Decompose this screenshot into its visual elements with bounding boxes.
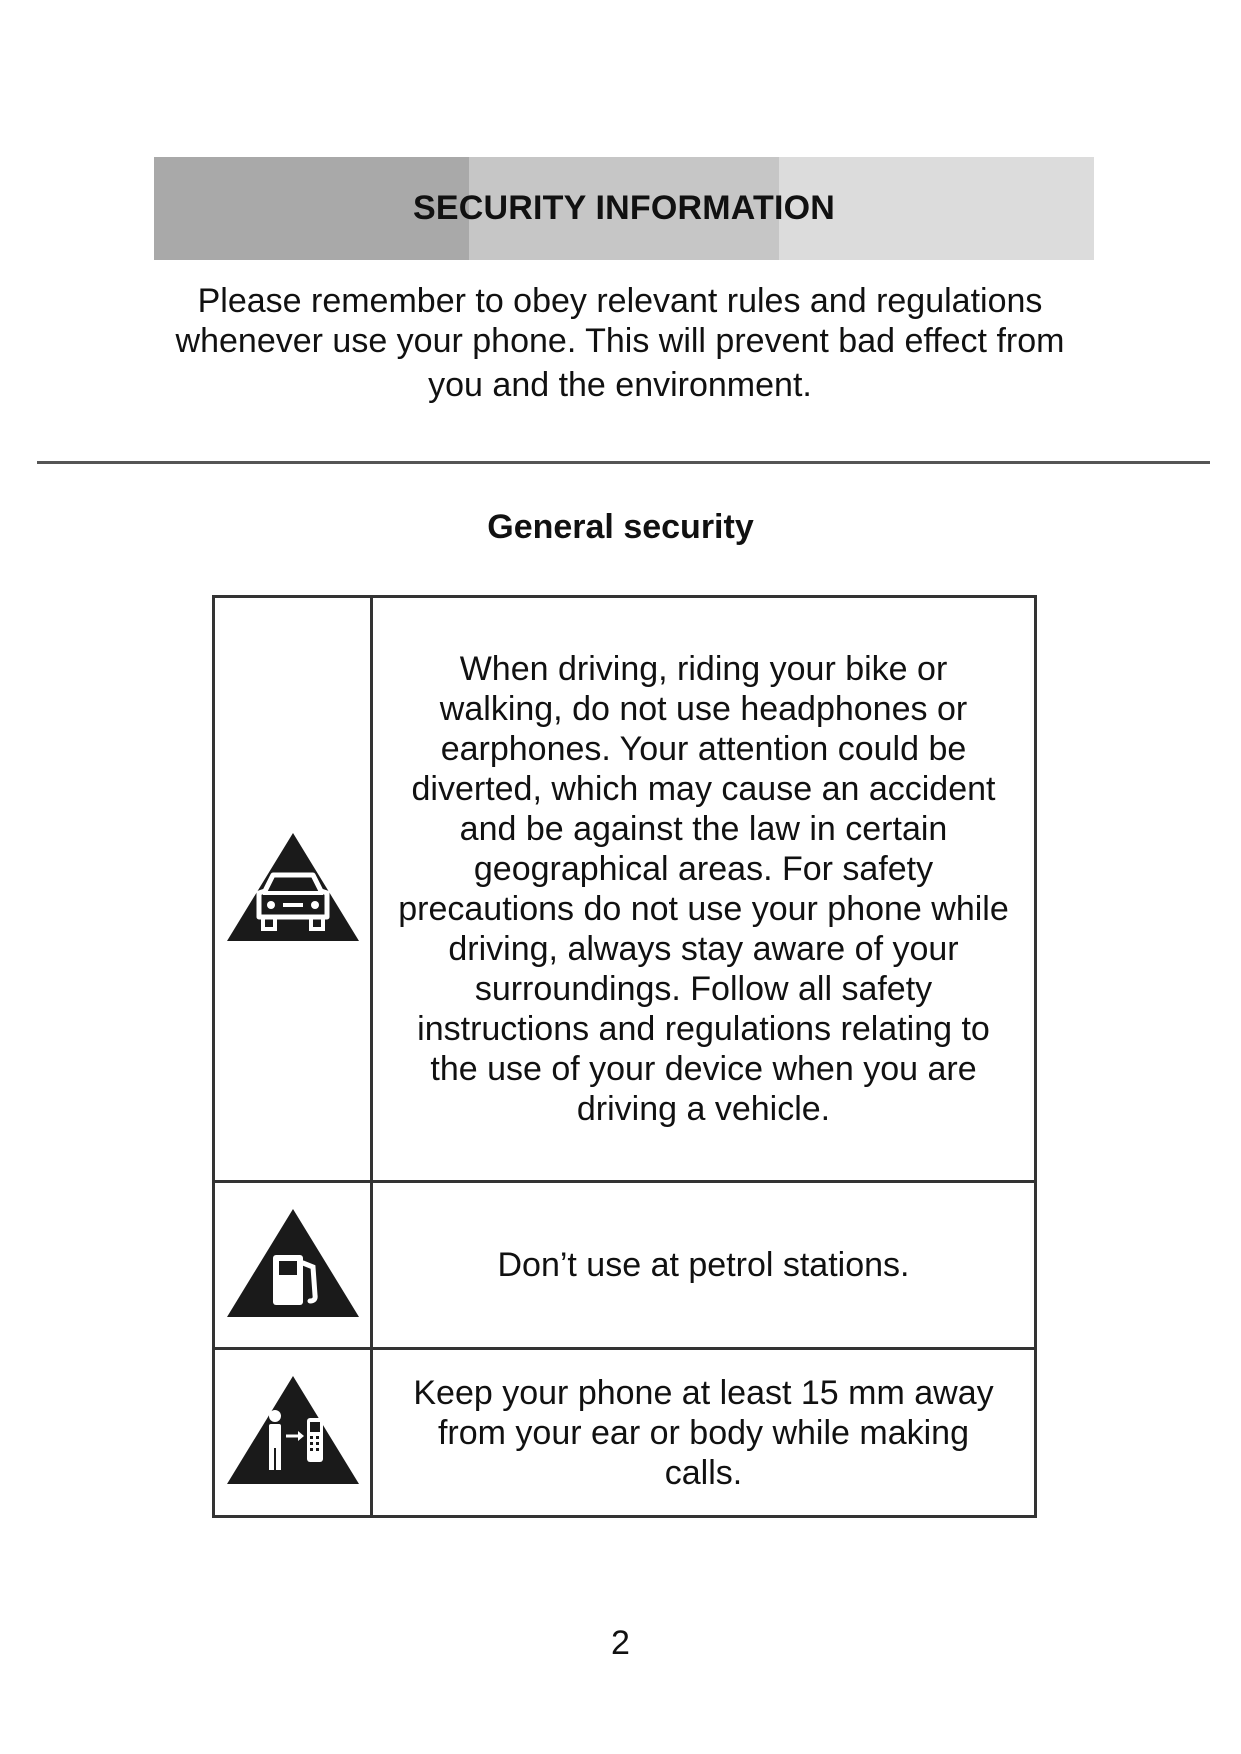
table-row	[214, 1349, 1036, 1517]
warning-line: Keep your phone at least 15 mm away	[413, 1373, 994, 1412]
warning-line: earphones. Your attention could be	[440, 730, 967, 768]
page-title: SECURITY INFORMATION	[412, 189, 836, 227]
warning-line: and be against the law in certain	[459, 810, 948, 848]
warning-line: from your ear or body while making	[437, 1413, 969, 1452]
table-row	[214, 1182, 1036, 1349]
intro-line: whenever use your phone. This will prevent bad effect from	[175, 322, 1065, 360]
page-number: 2	[611, 1624, 630, 1662]
intro-paragraph	[120, 281, 1120, 405]
warning-line: calls.	[664, 1453, 743, 1492]
intro-line: Please remember to obey relevant rules and regulations	[197, 282, 1043, 320]
warning-line: driving a vehicle.	[576, 1090, 831, 1128]
icon-cell	[214, 597, 372, 1182]
warning-line: the use of your device when you are	[430, 1050, 977, 1088]
warning-line: precautions do not use your phone while	[398, 890, 1009, 928]
icon-cell	[214, 1349, 372, 1517]
car-warning-icon	[223, 829, 363, 950]
table-row	[214, 597, 1036, 1182]
warning-line: Don’t use at petrol stations.	[497, 1246, 910, 1284]
icon-cell	[214, 1182, 372, 1349]
intro-line: you and the environment.	[428, 366, 812, 404]
warning-line: instructions and regulations relating to	[417, 1010, 990, 1048]
divider	[37, 461, 1210, 464]
warning-line: walking, do not use headphones or	[439, 690, 968, 728]
warning-line: When driving, riding your bike or	[459, 650, 948, 688]
warning-text-driving	[372, 597, 1036, 1182]
warning-text-distance	[372, 1349, 1036, 1517]
warning-line: surroundings. Follow all safety	[474, 970, 933, 1008]
warning-line: diverted, which may cause an accident	[411, 770, 996, 808]
warnings-table	[212, 595, 1037, 1518]
warning-text-petrol	[372, 1182, 1036, 1349]
petrol-station-warning-icon	[223, 1205, 363, 1326]
body-distance-warning-icon	[223, 1372, 363, 1493]
warning-line: geographical areas. For safety	[473, 850, 934, 888]
warning-line: driving, always stay aware of your	[448, 930, 959, 968]
section-title: General security	[487, 508, 754, 546]
